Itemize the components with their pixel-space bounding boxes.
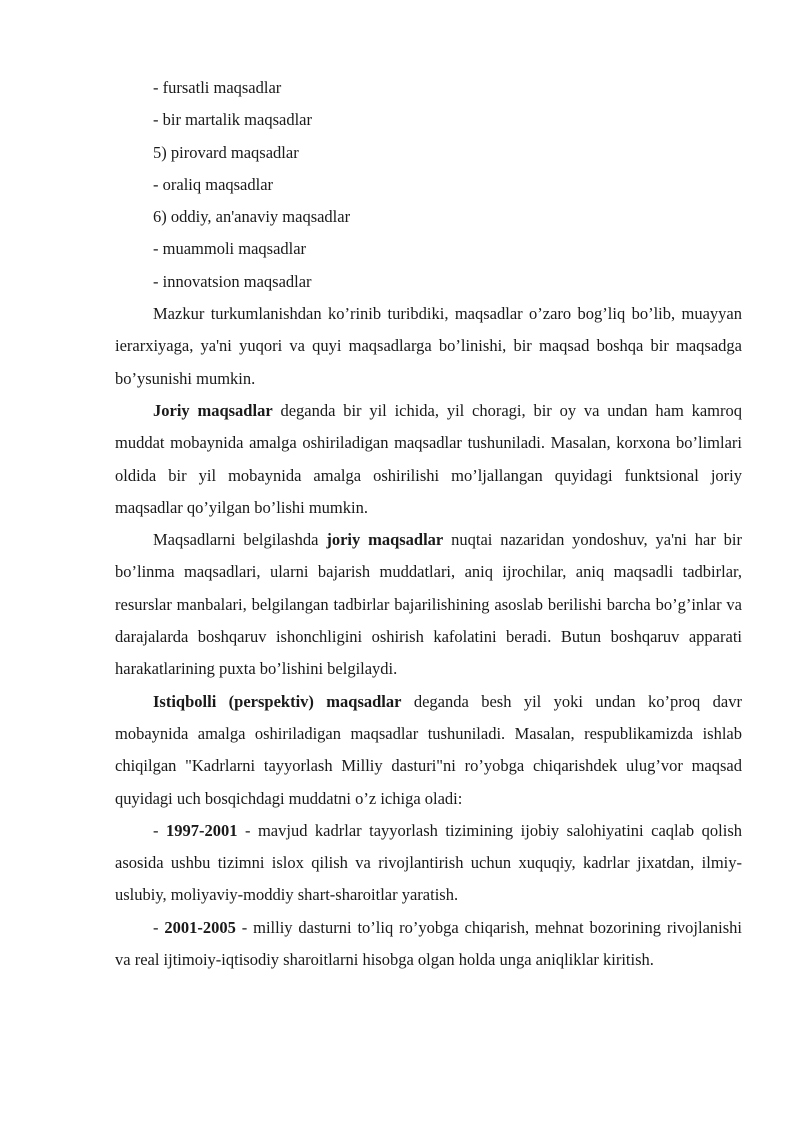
paragraph-stage-2: [115, 912, 742, 977]
list-item: - muammoli maqsadlar: [153, 239, 307, 259]
paragraph-text: - milliy dasturni to’liq ro’yobga chiqarish, mehnat bozorining rivojlanishi va real ijtimoiy-iqtisodiy sharoitlarni hisobga olgan holda unga aniqliklar kiritish.: [115, 917, 742, 970]
list-item: 5) pirovard maqsadlar: [153, 142, 299, 162]
list-item: - innovatsion maqsadlar: [153, 271, 312, 291]
stage-period-2: 2001-2005: [164, 917, 236, 937]
term-current-goals-inline: joriy maqsadlar: [326, 530, 444, 550]
paragraph-text: deganda bir yil ichida, yil choragi, bir oy va undan ham kamroq muddat mobaynida amalga oshiriladigan maqsadlar tushuniladi. Masalan, korxona bo’limlari oldida bir yil mobaynida amalga oshirilishi mo’ljallangan quyidagi funktsional joriy maqsadlar qo’yilgan bo’lishi mumkin.: [115, 400, 742, 517]
stage-period-1: 1997-2001: [165, 820, 238, 840]
paragraph-classification: Mazkur turkumlanishdan ko’rinib turibdiki, maqsadlar o’zaro bog’liq bo’lib, muayyan ierarxiyaga, ya'ni yuqori va quyi maqsadlarga bo’linishi, bir maqsad boshqa bir maqsadga bo’ysunishi mumkin.: [115, 304, 742, 388]
paragraph-text: -: [153, 917, 165, 937]
paragraph-text: deganda besh yil yoki undan ko’proq davr mobaynida amalga oshiriladigan maqsadlar tushuniladi. Masalan, respublikamizda ishlab chiqilgan "Kadrlarni tayyorlash Milliy dasturi"ni ro’yobga chiqarishdek ulug’vor maqsad quyidagi uch bosqichdagi muddatni o’z ichiga oladi:: [115, 691, 742, 808]
list-item: - bir martalik maqsadlar: [153, 110, 312, 130]
paragraph-text: - mavjud kadrlar tayyorlash tizimining ijobiy salohiyatini caqlab qolish asosida ushbu tizimni islox qilish va rivojlantirish uchun xuquqiy, kadrlar jixatdan, ilmiy-uslubiy, moliyaviy-moddiy shart-sharoitlar yaratish.: [115, 820, 742, 905]
list-item: 6) oddiy, an'anaviy maqsadlar: [153, 207, 351, 227]
list-item: - oraliq maqsadlar: [153, 174, 274, 194]
list-item: - fursatli maqsadlar: [153, 78, 282, 97]
paragraph-stage-1: [115, 815, 742, 912]
paragraph-text: -: [153, 820, 166, 840]
term-long-term-goals: Istiqbolli (perspektiv) maqsadlar: [153, 691, 402, 711]
term-current-goals: Joriy maqsadlar: [153, 400, 273, 420]
paragraph-current-goals: [115, 395, 742, 524]
goal-type-list: [115, 72, 742, 298]
paragraph-long-term-goals: [115, 686, 742, 815]
paragraph-text: Maqsadlarni belgilashda: [153, 530, 327, 550]
paragraph-text: nuqtai nazaridan yondoshuv, ya'ni har bir bo’linma maqsadlari, ularni bajarish muddatlari, aniq ijrochilar, aniq maqsadli tadbirlar, resurslar manbalari, belgilangan tadbirlar bajarilishining asoslab berilishi barcha bo’g’inlar va darajalarda boshqaruv ishonchligini oshirish kafolatini beradi. Butun boshqaruv apparati harakatlarining puxta bo’lishini belgilaydi.: [115, 530, 742, 679]
paragraph-goal-setting: [115, 524, 742, 685]
